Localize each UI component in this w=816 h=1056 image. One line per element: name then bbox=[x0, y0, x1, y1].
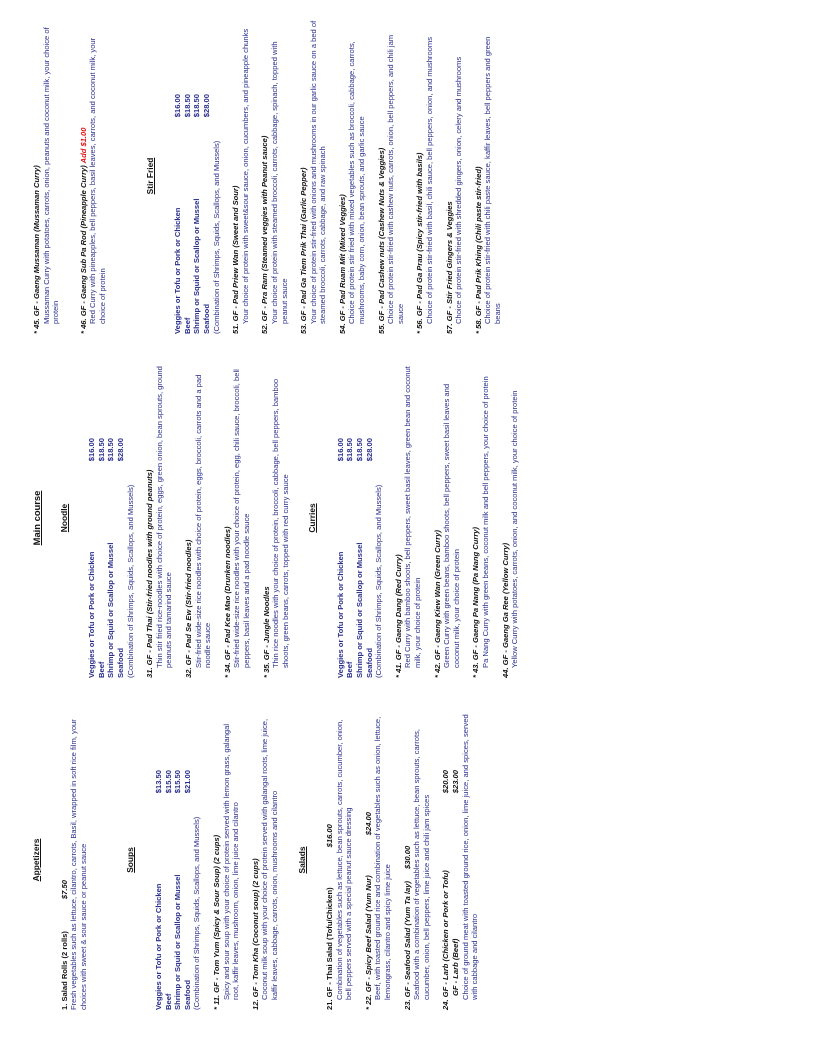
price-row: Beef $18.50 bbox=[96, 438, 106, 678]
item-name: * 41. GF - Gaeng Dang (Red Curry) bbox=[393, 554, 403, 678]
item-description: Seafood with a combination of vegetables such as lettuce, bean sprouts, carrots, cucumber, onion, bell peppers, lime juice and chili jam spices bbox=[412, 728, 431, 1000]
item-name: 23. GF - Seafood Salad (Yum Ta lay) bbox=[402, 881, 412, 1010]
menu-item bbox=[145, 358, 174, 678]
price-row: Veggies or Tofu or Pork or Chicken $16.00 bbox=[173, 94, 183, 334]
price-row: Veggies or Tofu or Pork or Chicken $16.00 bbox=[335, 438, 345, 678]
menu-item bbox=[184, 358, 213, 678]
item-name: 24. GF - Larb (Chicken or Pork or Tofu) bbox=[441, 870, 451, 1010]
menu-item bbox=[403, 710, 432, 1010]
item-description: Your choice of protein stir-fried with onions and mushrooms in our garlic sauce on a bed of steamed broccoli, carrots, cabbage, and raw spinach bbox=[308, 20, 328, 324]
menu-item bbox=[299, 18, 328, 334]
item-price: $20.00 bbox=[441, 770, 451, 794]
price-row: Seafood $28.00 bbox=[364, 438, 374, 678]
item-name: * 34. GF - Pad Kee Mao (Drunken noodles) bbox=[222, 526, 232, 678]
column-appetizers-soups-salads bbox=[32, 710, 490, 1010]
soups-title: Soups bbox=[125, 847, 136, 873]
item-name: * 56. GF - Pad Ga Prau (Spicy stir-fried with basils) bbox=[415, 152, 425, 334]
menu-item bbox=[325, 710, 354, 1010]
menu-item bbox=[223, 358, 252, 678]
item-price: $30.00 bbox=[402, 845, 412, 870]
menu-item bbox=[471, 358, 490, 678]
menu-item bbox=[251, 710, 280, 1010]
add-charge: Add $1.00 bbox=[78, 127, 88, 164]
item-name: 57. GF - Stir Fried Gingers & Veggies bbox=[444, 201, 454, 334]
item-name: 12. GF - Tom Kha (Coconut soup) (2 cups) bbox=[250, 858, 260, 1010]
price-row: Beef $15.50 bbox=[163, 770, 173, 1010]
price-table bbox=[87, 438, 135, 678]
item-name: * 11. GF - Tom Yum (Spicy & Sour Soup) (2 cups) bbox=[211, 834, 221, 1010]
menu-item bbox=[415, 18, 434, 334]
price-row: Shrimp or Squid or Scallop or Mussel $18.50 bbox=[192, 94, 202, 334]
price-row: Shrimp or Squid or Scallop or Mussel $18.50 bbox=[106, 438, 116, 678]
appetizers-title: Appetizers bbox=[31, 838, 41, 882]
column-noodles-curries bbox=[32, 358, 530, 678]
menu-item bbox=[433, 358, 462, 678]
item-description: Your choice of protein with sweet&sour sauce, onion, cucumbers, and pineapple chunks bbox=[240, 28, 250, 324]
menu-item bbox=[262, 358, 291, 678]
item-description: Yellow Curry with potatoes, carrots, onion, and coconut milk, your choice of protein bbox=[510, 390, 520, 668]
price-row: Seafood $21.00 bbox=[182, 770, 192, 1010]
item-description: Mussaman Curry with potatoes, carrots, onion, peanuts and coconut milk, your choice of protein bbox=[41, 27, 61, 324]
menu-item bbox=[501, 358, 520, 678]
item-description: Red Curry with pineapples, bell peppers, basil leaves, carrots, and coconut milk, your choice of protein bbox=[88, 37, 107, 324]
menu-item bbox=[231, 18, 250, 334]
column-curries-stir-fried bbox=[32, 18, 513, 334]
item-description: Coconut milk soup with your choice of protein served with galangal roots, lime juice, kaffir leaves, cabbage, carrots, onion, mushrooms and cilantro bbox=[260, 718, 279, 1000]
price-row: Seafood $28.00 bbox=[201, 94, 211, 334]
menu-item bbox=[445, 18, 464, 334]
item-description: Combination of vegetables such as lettuce, bean sprouts, carrots, cucumber, onion, bell peppers served with a special peanut sauce dressing bbox=[334, 719, 354, 1000]
item-description: Thin rice noodles with your choice of protein, broccoli, cabbage, bell peppers, bamboo shoots, green beans, carrots, topped with red curry sauce bbox=[271, 378, 290, 668]
menu-item bbox=[394, 358, 423, 678]
item-price: $23.00 bbox=[451, 770, 461, 794]
item-name: 32. GF - Pad Se Ew (Stir-fried noodles) bbox=[183, 539, 193, 678]
item-name: * 46. GF - Gaeng Sub Pa Rod (Pineapple Curry) bbox=[78, 165, 88, 334]
price-table bbox=[154, 770, 202, 1010]
menu-item bbox=[474, 18, 503, 334]
price-row: Veggies or Tofu or Pork or Chicken $13.50 bbox=[153, 770, 163, 1010]
curries-title: Curries bbox=[307, 503, 318, 533]
item-name: * 43. GF - Gaeng Pa Nang (Pa Nang Curry) bbox=[471, 526, 481, 678]
stir-fried-title: Stir Fried bbox=[144, 157, 155, 195]
noodle-title: Noodle bbox=[58, 503, 69, 533]
menu-item bbox=[79, 18, 108, 334]
item-name: 55. GF - Pad Cashew nuts (Cashew Nuts & Veggies) bbox=[376, 147, 386, 334]
item-description: Choice of protein stir-fried with chili paste sauce, kaffir leaves, bell peppers and green beans bbox=[483, 36, 502, 324]
item-description: Choice of protein stir fried with mixed vegetables such as broccoli, cabbage, carrots, mushrooms, baby corn, onion, bean sprouts, and garlic sauce bbox=[347, 41, 367, 324]
price-table bbox=[173, 94, 221, 334]
item-name: 52. GF - Pra Ram (Steamed veggies with Peanut sauce) bbox=[260, 135, 270, 334]
item-price: $24.00 bbox=[363, 812, 373, 836]
item-name: 44. GF - Gaeng Ga Ree (Yellow Curry) bbox=[500, 542, 510, 678]
item-name: 1. Salad Rolls (2 rolls) bbox=[59, 931, 69, 1010]
menu-item bbox=[441, 710, 479, 1010]
price-note: (Combination of Shrimps, Squids, Scallops, and Mussels) bbox=[211, 140, 221, 334]
price-row: Beef $18.50 bbox=[182, 94, 192, 334]
item-price: $7.50 bbox=[59, 880, 69, 900]
item-name: * 35. GF - Jungle Noodles bbox=[261, 586, 271, 678]
menu-item bbox=[260, 18, 289, 334]
item-name: GF - Larb (Beef) bbox=[451, 938, 461, 996]
menu-item bbox=[32, 18, 61, 334]
menu-item bbox=[60, 710, 89, 1010]
menu-item bbox=[212, 710, 241, 1010]
menu-item bbox=[338, 18, 367, 334]
item-name: 31. GF - Pad Thai (Stir-fried noodles with ground peanuts) bbox=[145, 469, 155, 678]
price-row: Beef $18.50 bbox=[345, 438, 355, 678]
item-name: * 22. GF - Spicy Beef Salad (Yum Nur) bbox=[363, 875, 373, 1010]
price-row: Shrimp or Squid or Scallop or Mussel $15.50 bbox=[173, 770, 183, 1010]
item-description: Green Curry with green beans, bamboo shoots, bell peppers, sweet basil leaves and coconut milk, your choice of protein bbox=[442, 383, 461, 668]
item-description: Beef, with toasted ground rice and combination of vegetables such as onion, lettuce, lemongrass, cilantro and spicy lime juice bbox=[373, 716, 393, 1000]
item-price: $16.00 bbox=[325, 824, 335, 848]
item-name: 21. GF - Thai Salad (Tofu/Chicken) bbox=[325, 887, 335, 1010]
item-name: 54. GF - Pad Ruam Mit (Mixed Veggies) bbox=[337, 194, 347, 334]
menu-item bbox=[364, 710, 393, 1010]
menu-item bbox=[377, 18, 406, 334]
item-description: Spicy and sour soup with your choice of protein served with lemon grass, galangal root, kaffir leaves, mushroom, onion, lime juice and cilantro bbox=[221, 723, 241, 1000]
item-description: Your choice of protein with steamed broccoli, carrots, cabbage, spinach, topped with peanut sauce bbox=[269, 41, 289, 324]
item-name: 51. GF - Pad Priew Wan (Sweet and Sour) bbox=[231, 185, 241, 334]
item-description: Thin stir fried rice-noodles with choice of protein, eggs, green onion, bean sprouts, ground peanuts and tamarind sauce bbox=[154, 366, 174, 668]
item-description: Stir-fried wide-size rice noodles with your choice of protein, egg, chili sauce, broccoli, bell peppers, basil leaves and a pad noodle sauce bbox=[232, 369, 251, 668]
main-course-title: Main course bbox=[31, 490, 42, 546]
item-description: Choice of protein stir-fried with basil, chili sauce, bell peppers, onion, and mushrooms bbox=[425, 36, 435, 324]
item-name: * 45. GF - Gaeng Mussaman (Mussaman Curry) bbox=[32, 165, 41, 334]
price-row: Seafood $28.00 bbox=[115, 438, 125, 678]
item-description: Fresh vegetables such as lettuce, cilantro, carrots, Basil, wrapped in soft rice film, your choices with sweet & sour sauce or peanut sauce bbox=[69, 719, 88, 1010]
salads-title: Salads bbox=[296, 846, 307, 874]
item-description: Red Curry with bamboo shoots, bell peppers, sweet basil leaves, green bean and coconut milk, your choice of protein bbox=[403, 366, 423, 668]
item-name: 53. GF - Pad Ga Tiem Prik Thai (Garlic Pepper) bbox=[299, 167, 309, 334]
price-row: Veggies or Tofu or Pork or Chicken $16.00 bbox=[87, 438, 97, 678]
item-description: Choice of ground meat with toasted ground rice, onion, lime juice, and spices, served with cabbage and cilantro bbox=[460, 714, 480, 1000]
item-name: * 42. GF - Gaeng Kiew Wan (Green Curry) bbox=[432, 530, 442, 678]
item-description: Choice of protein stir-fried with cashew nuts, carrots, onion, bell peppers, and chili jam sauce bbox=[386, 34, 405, 324]
item-description: Pa Nang Curry with green beans, coconut milk and bell peppers, your choice of protein bbox=[481, 376, 490, 668]
price-row: Shrimp or Squid or Scallop or Mussel $18.50 bbox=[355, 438, 365, 678]
item-name: * 58. GF - Pad Prik Khing (Chili paste stir-fried) bbox=[473, 166, 483, 334]
price-note: (Combination of Shrimps, Squids, Scallops, and Mussels) bbox=[192, 816, 202, 1010]
item-description: Choice of protein stir-fried with shredded gingers, onion, celery and mushrooms bbox=[454, 56, 464, 324]
price-table bbox=[336, 438, 384, 678]
price-note: (Combination of Shrimps, Squids, Scallops, and Mussels) bbox=[125, 484, 135, 678]
price-note: (Combination of Shrimps, Squids, Scallops, and Mussels) bbox=[374, 484, 384, 678]
item-description: Stir-fried wide-size rice noodles with choice of protein, eggs, broccoli, carrots and a pad noodle sauce bbox=[193, 374, 213, 668]
